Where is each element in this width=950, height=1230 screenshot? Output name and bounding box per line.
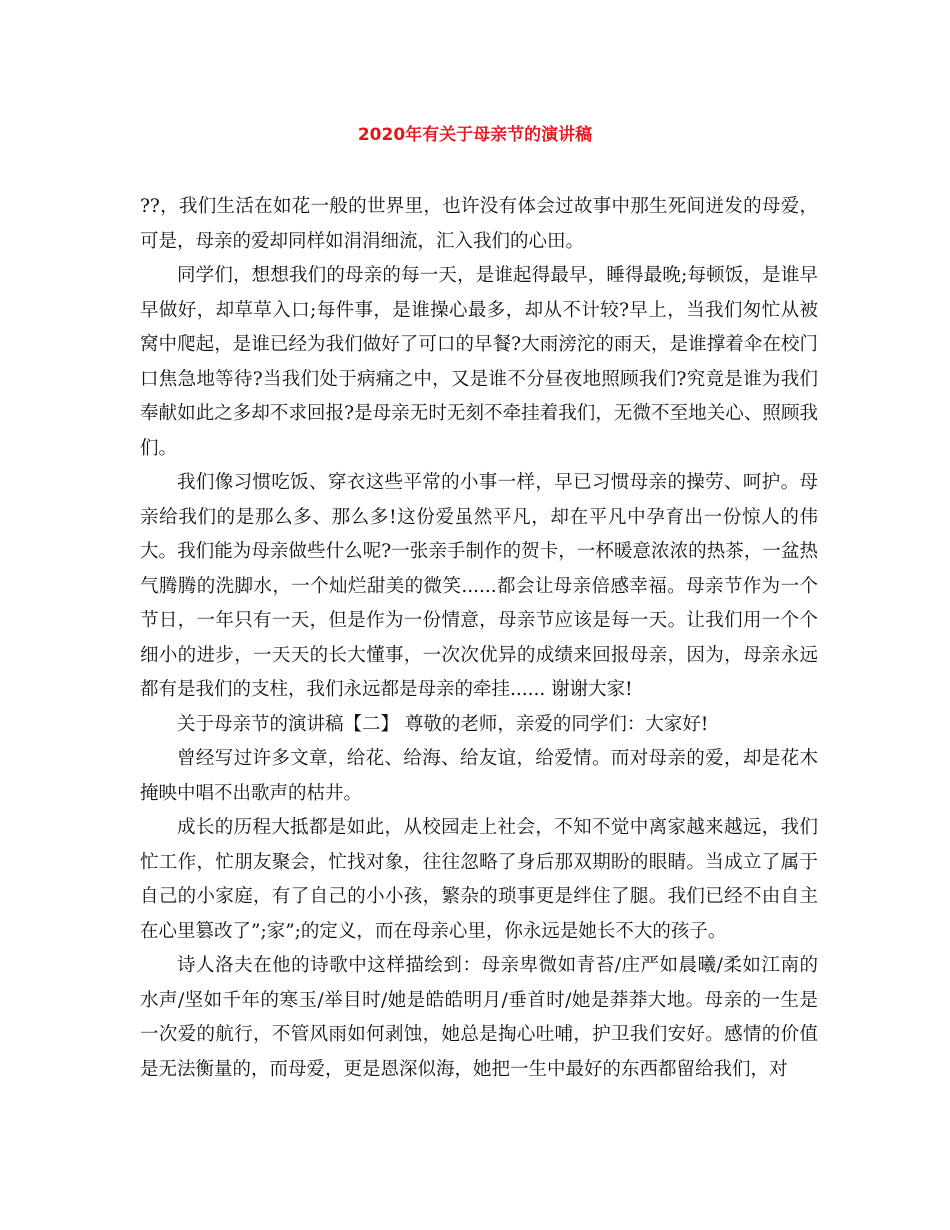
paragraph-7: 诗人洛夫在他的诗歌中这样描绘到：母亲卑微如青苔/庄严如晨曦/柔如江南的水声/坚如千年的寒玉/举目时/她是皓皓明月/垂首时/她是莽莽大地。母亲的一生是一次爱的航行，不管风雨如何剥蚀，她总是掏心吐哺，护卫我们安好。感情的价值是无法衡量的，而母爱，更是恩深似海，她把一生中最好的东西都留给我们，对 (140, 955, 818, 1080)
paragraph-1: ??，我们生活在如花一般的世界里，也许没有体会过故事中那生死间迸发的母爱，可是，母亲的爱却同样如涓涓细流，汇入我们的心田。 (140, 196, 818, 252)
paragraph-3: 我们像习惯吃饭、穿衣这些平常的小事一样，早已习惯母亲的操劳、呵护。母亲给我们的是那么多、那么多!这份爱虽然平凡，却在平凡中孕育出一份惊人的伟大。我们能为母亲做些什么呢?一张亲手制作的贺卡，一杯暖意浓浓的热茶，一盆热气腾腾的洗脚水，一个灿烂甜美的微笑......都会让母亲倍感幸福。母亲节作为一个节日，一年只有一天，但是作为一份情意，母亲节应该是每一天。让我们用一个个细小的进步，一天天的长大懂事，一次次优异的成绩来回报母亲，因为，母亲永远都有是我们的支柱，我们永远都是母亲的牵挂...... 谢谢大家! (140, 472, 818, 700)
paragraph-4-section-heading: 关于母亲节的演讲稿【二】 尊敬的老师，亲爱的同学们：大家好! (177, 713, 709, 735)
paragraph-5: 曾经写过许多文章，给花、给海、给友谊，给爱情。而对母亲的爱，却是花木掩映中唱不出歌声的枯井。 (140, 748, 818, 804)
document-body (140, 190, 818, 1087)
paragraph-2: 同学们，想想我们的母亲的每一天，是谁起得最早，睡得最晚;每顿饭，是谁早早做好，却草草入口;每件事，是谁操心最多，却从不计较?早上，当我们匆忙从被窝中爬起，是谁已经为我们做好了可口的早餐?大雨滂沱的雨天，是谁撑着伞在校门口焦急地等待?当我们处于病痛之中，又是谁不分昼夜地照顾我们?究竟是谁为我们奉献如此之多却不求回报?是母亲无时无刻不牵挂着我们，无微不至地关心、照顾我们。 (140, 265, 818, 459)
document-title: 2020年有关于母亲节的演讲稿 (357, 125, 593, 145)
paragraph-6: 成长的历程大抵都是如此，从校园走上社会，不知不觉中离家越来越远，我们忙工作，忙朋友聚会，忙找对象，往往忽略了身后那双期盼的眼睛。当成立了属于自己的小家庭，有了自己的小小孩，繁杂的琐事更是绊住了腿。我们已经不由自主在心里篡改了”;家”;的定义，而在母亲心里，你永远是她长不大的孩子。 (140, 817, 818, 942)
